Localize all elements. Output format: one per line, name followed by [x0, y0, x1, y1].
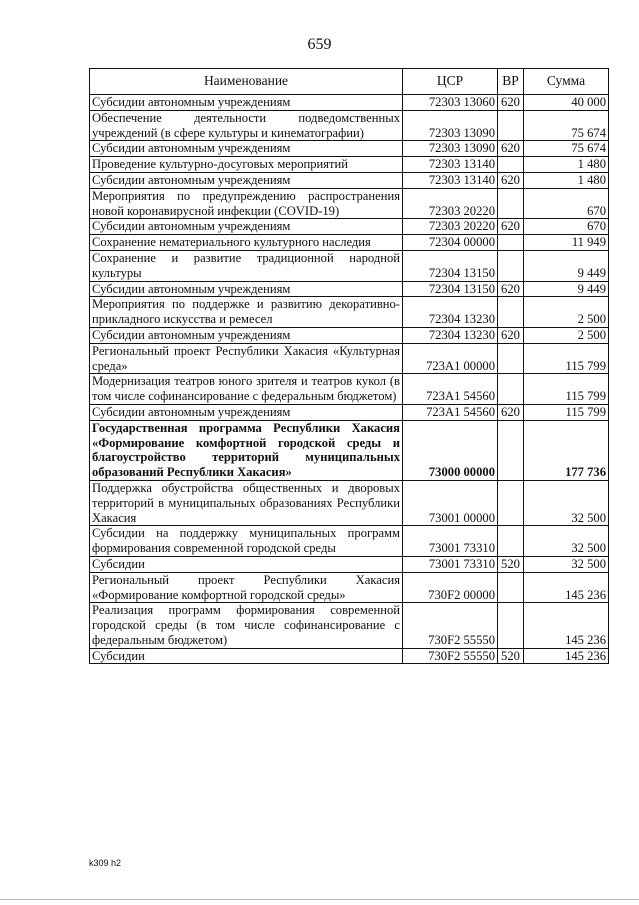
row-sum: 75 674: [524, 141, 609, 157]
row-name: Субсидии: [90, 556, 403, 572]
row-csr: 730F2 55550: [403, 603, 498, 648]
table-row: [90, 327, 609, 343]
row-name: Региональный проект Республики Хакасия «Формирование комфортной городской среды»: [90, 572, 403, 603]
table-row: [90, 141, 609, 157]
row-name: Модернизация театров юного зрителя и театров кукол (в том числе софинансирование с федеральным бюджетом): [90, 374, 403, 405]
header-name: Наименование: [90, 69, 403, 95]
table-row: [90, 420, 609, 480]
row-sum: 2 500: [524, 297, 609, 328]
table-row: [90, 95, 609, 111]
table-row: [90, 404, 609, 420]
row-name: Мероприятия по предупреждению распространения новой коронавирусной инфекции (COVID-19): [90, 188, 403, 219]
row-vr: [498, 157, 524, 173]
footer-code: k309 h2: [89, 858, 122, 868]
row-vr: [498, 603, 524, 648]
row-name: Субсидии автономным учреждениям: [90, 219, 403, 235]
row-vr: 520: [498, 648, 524, 664]
row-vr: [498, 235, 524, 251]
row-csr: 73000 00000: [403, 420, 498, 480]
row-sum: 115 799: [524, 343, 609, 374]
row-sum: 670: [524, 219, 609, 235]
row-sum: 145 236: [524, 603, 609, 648]
row-name: Мероприятия по поддержке и развитию декоративно-прикладного искусства и ремесел: [90, 297, 403, 328]
row-csr: 72304 13230: [403, 327, 498, 343]
row-csr: 72303 13060: [403, 95, 498, 111]
table-header-row: [90, 69, 609, 95]
row-vr: 620: [498, 327, 524, 343]
row-sum: 1 480: [524, 172, 609, 188]
row-vr: 520: [498, 556, 524, 572]
row-name: Проведение культурно-досуговых мероприятий: [90, 157, 403, 173]
row-sum: 32 500: [524, 526, 609, 557]
row-sum: 32 500: [524, 480, 609, 525]
table-row: [90, 172, 609, 188]
row-sum: 177 736: [524, 420, 609, 480]
table-row: [90, 556, 609, 572]
table-row: [90, 374, 609, 405]
table-row: [90, 188, 609, 219]
row-csr: 723А1 54560: [403, 374, 498, 405]
row-vr: 620: [498, 172, 524, 188]
row-sum: 40 000: [524, 95, 609, 111]
row-name: Сохранение нематериального культурного наследия: [90, 235, 403, 251]
row-name: Субсидии автономным учреждениям: [90, 172, 403, 188]
row-sum: 670: [524, 188, 609, 219]
table-row: [90, 526, 609, 557]
table-row: [90, 250, 609, 281]
row-csr: 72304 13230: [403, 297, 498, 328]
row-sum: 145 236: [524, 572, 609, 603]
row-vr: 620: [498, 95, 524, 111]
row-name: Субсидии автономным учреждениям: [90, 404, 403, 420]
page-number: 659: [307, 36, 332, 53]
row-csr: 72304 13150: [403, 250, 498, 281]
row-name: Субсидии автономным учреждениям: [90, 327, 403, 343]
row-csr: 72303 13140: [403, 157, 498, 173]
row-vr: [498, 572, 524, 603]
row-csr: 72303 20220: [403, 219, 498, 235]
row-csr: 72304 13150: [403, 281, 498, 297]
table-row: [90, 235, 609, 251]
row-sum: 145 236: [524, 648, 609, 664]
header-vr: ВР: [498, 69, 524, 95]
table-row: [90, 343, 609, 374]
row-vr: [498, 480, 524, 525]
table-row: [90, 110, 609, 141]
row-csr: 730F2 55550: [403, 648, 498, 664]
row-sum: 9 449: [524, 250, 609, 281]
row-vr: 620: [498, 281, 524, 297]
row-sum: 1 480: [524, 157, 609, 173]
row-vr: [498, 374, 524, 405]
budget-table: [89, 68, 609, 664]
header-sum: Сумма: [524, 69, 609, 95]
row-vr: [498, 526, 524, 557]
row-sum: 115 799: [524, 404, 609, 420]
row-name: Субсидии: [90, 648, 403, 664]
table-row: [90, 603, 609, 648]
row-vr: 620: [498, 404, 524, 420]
header-csr: ЦСР: [403, 69, 498, 95]
table-row: [90, 648, 609, 664]
row-name: Обеспечение деятельности подведомственных учреждений (в сфере культуры и кинематографии): [90, 110, 403, 141]
row-vr: [498, 188, 524, 219]
table-row: [90, 572, 609, 603]
row-name: Субсидии на поддержку муниципальных программ формирования современной городской среды: [90, 526, 403, 557]
row-name: Субсидии автономным учреждениям: [90, 141, 403, 157]
table-row: [90, 157, 609, 173]
table-row: [90, 281, 609, 297]
row-sum: 75 674: [524, 110, 609, 141]
row-csr: 72303 13140: [403, 172, 498, 188]
row-csr: 72303 20220: [403, 188, 498, 219]
row-vr: 620: [498, 141, 524, 157]
row-vr: [498, 297, 524, 328]
table-row: [90, 297, 609, 328]
row-name: Региональный проект Республики Хакасия «Культурная среда»: [90, 343, 403, 374]
row-csr: 723А1 54560: [403, 404, 498, 420]
table-row: [90, 480, 609, 525]
row-sum: 11 949: [524, 235, 609, 251]
table-row: [90, 219, 609, 235]
row-csr: 72303 13090: [403, 110, 498, 141]
row-vr: [498, 250, 524, 281]
row-vr: [498, 420, 524, 480]
row-name: Сохранение и развитие традиционной народной культуры: [90, 250, 403, 281]
row-name: Реализация программ формирования современной городской среды (в том числе софинансирование с федеральным бюджетом): [90, 603, 403, 648]
row-csr: 73001 73310: [403, 526, 498, 557]
row-sum: 115 799: [524, 374, 609, 405]
row-csr: 73001 00000: [403, 480, 498, 525]
row-vr: [498, 343, 524, 374]
row-sum: 32 500: [524, 556, 609, 572]
row-name: Субсидии автономным учреждениям: [90, 95, 403, 111]
row-csr: 72303 13090: [403, 141, 498, 157]
row-name: Субсидии автономным учреждениям: [90, 281, 403, 297]
bottom-edge-line: [0, 899, 639, 900]
table-body: [90, 95, 609, 664]
row-sum: 2 500: [524, 327, 609, 343]
row-vr: [498, 110, 524, 141]
row-name: Государственная программа Республики Хакасия «Формирование комфортной городской среды и благоустройство территорий муниципальных образований Республики Хакасия»: [90, 420, 403, 480]
row-sum: 9 449: [524, 281, 609, 297]
row-csr: 72304 00000: [403, 235, 498, 251]
row-csr: 730F2 00000: [403, 572, 498, 603]
row-vr: 620: [498, 219, 524, 235]
row-name: Поддержка обустройства общественных и дворовых территорий в муниципальных образованиях Республики Хакасия: [90, 480, 403, 525]
row-csr: 723А1 00000: [403, 343, 498, 374]
row-csr: 73001 73310: [403, 556, 498, 572]
